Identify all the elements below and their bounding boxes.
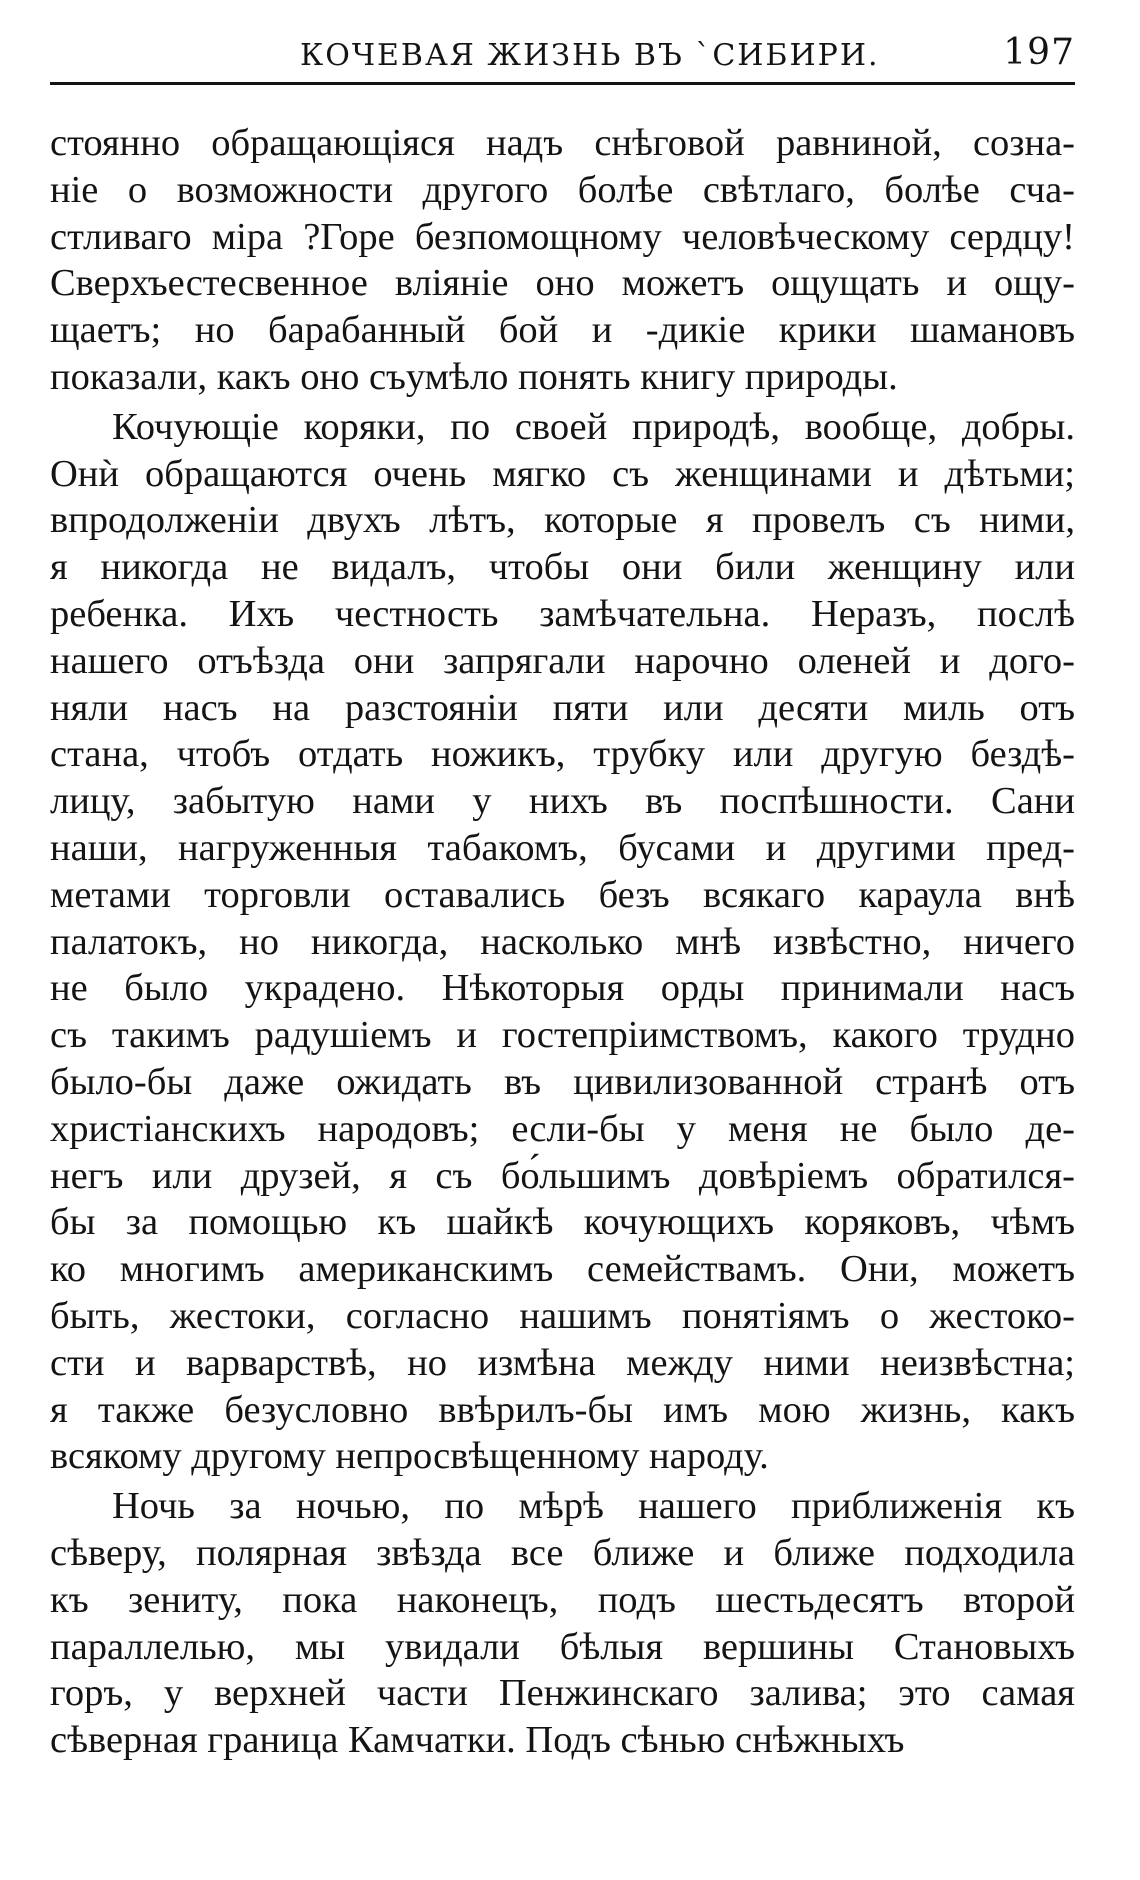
text-line: наши, нагруженныя табакомъ, бусами и другими пред- [50,826,1075,869]
text-line: палатокъ, но никогда, насколько мнѣ извѣстно, ничего [50,920,1075,963]
text-line: я также безусловно ввѣрилъ-бы имъ мою жизнь, какъ [50,1388,1075,1431]
text-line: было-бы даже ожидать въ цивилизованной странѣ отъ [50,1060,1075,1103]
text-line: стоянно обращающіяся надъ снѣговой равниной, созна- [50,122,1075,164]
text-line: стливаго міра ?Горе безпомощному человѣческому сердцу! [50,215,1075,258]
text-line: негъ или друзей, я съ бо́льшимъ довѣріемъ обратился- [50,1154,1075,1197]
body-text [50,120,1075,1764]
text-line: не было украдено. Нѣкоторыя орды принимали насъ [50,967,1075,1010]
text-line: ко многимъ американскимъ семействамъ. Они, можетъ [50,1248,1075,1291]
text-line: быть, жестоки, согласно нашимъ понятіямъ о жестоко- [50,1294,1075,1337]
text-line: впродолженіи двухъ лѣтъ, которые я провелъ съ ними, [50,499,1075,542]
text-line: параллелью, мы увидали бѣлыя вершины Становыхъ [50,1625,1075,1668]
text-line: Кочующіе коряки, по своей природѣ, вообще, добры. [112,405,1075,448]
paragraph [50,404,1075,1480]
text-line: я никогда не видалъ, чтобы они били женщину или [50,546,1075,589]
text-line: няли насъ на разстояніи пяти или десяти миль отъ [50,686,1075,729]
header-rule [50,82,1075,85]
text-line: стана, чтобъ отдать ножикъ, трубку или другую бездѣ- [50,733,1075,776]
book-page [50,30,1075,1764]
page-number: 197 [1003,32,1075,73]
text-line: бы за помощью къ шайкѣ кочующихъ коряковъ, чѣмъ [50,1201,1075,1244]
text-line: горъ, у верхней части Пенжинскаго залива; это самая [50,1672,1075,1715]
text-line: сѣверная граница Камчатки. Подъ сѣнью снѣжныхъ [50,1719,905,1762]
text-line: лицу, забытую нами у нихъ въ поспѣшности. Сани [50,780,1075,823]
text-line: сти и варварствѣ, но измѣна между ними неизвѣстна; [50,1341,1075,1384]
text-line: Онѝ обращаются очень мягко съ женщинами и дѣтьми; [50,452,1075,495]
text-line: показали, какъ оно съумѣло понять книгу природы. [50,355,898,398]
text-line: Ночь за ночью, по мѣрѣ нашего приближенія къ [112,1485,1075,1528]
text-line: Сверхъестесвенное вліяніе оно можетъ ощущать и ощу- [50,262,1075,305]
text-line: съ такимъ радушіемъ и гостепріимствомъ, какого трудно [50,1014,1075,1057]
text-line: нашего отъѣзда они запрягали нарочно оленей и дого- [50,639,1075,682]
text-line: щаетъ; но барабанный бой и -дикіе крики шамановъ [50,309,1075,352]
text-line: ребенка. Ихъ честность замѣчательна. Неразъ, послѣ [50,592,1075,635]
text-line: ніе о возможности другого болѣе свѣтлаго, болѣе сча- [50,168,1075,211]
text-line: къ зениту, пока наконецъ, подъ шестьдесятъ второй [50,1578,1075,1621]
text-line: христіанскихъ народовъ; если-бы у меня не было де- [50,1107,1075,1150]
paragraph [50,120,1075,401]
running-title: КОЧЕВАЯ ЖИЗНЬ ВЪ `СИБИРИ. [300,38,880,73]
page-header [50,30,1075,84]
text-line: всякому другому непросвѣщенному народу. [50,1435,769,1478]
paragraph [50,1483,1075,1764]
text-line: сѣверу, полярная звѣзда все ближе и ближе подходила [50,1531,1075,1574]
text-line: метами торговли оставались безъ всякаго караула внѣ [50,873,1075,916]
